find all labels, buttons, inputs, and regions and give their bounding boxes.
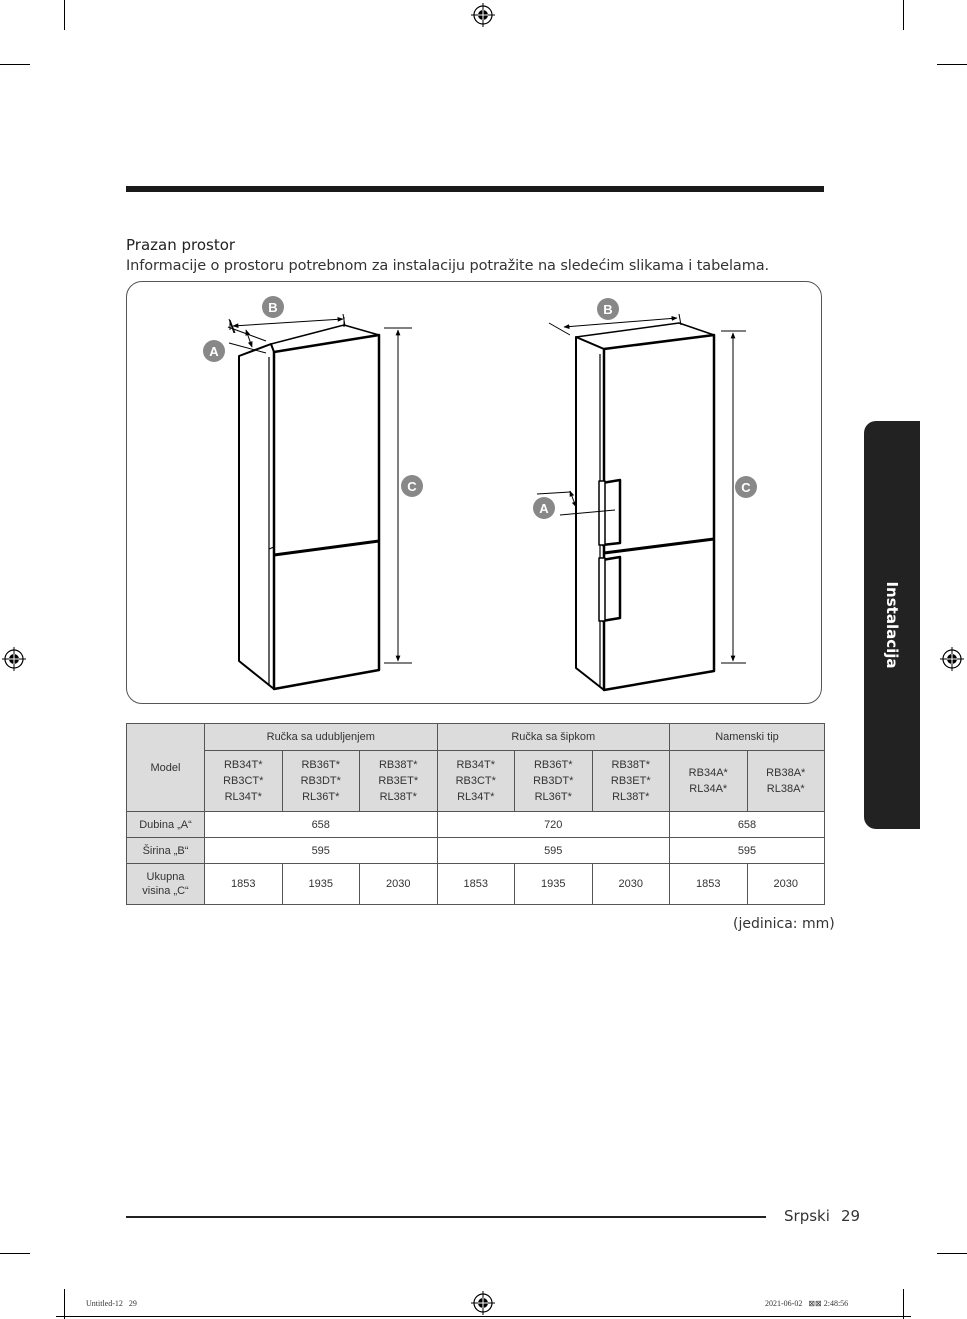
row-label: Širina „B“	[127, 838, 205, 864]
dimension-label-text: C	[741, 480, 751, 495]
dimension-label-text: A	[209, 344, 219, 359]
model-cell: RB38T* RB3ET* RL38T*	[360, 751, 438, 812]
model-header: Model	[127, 724, 205, 812]
table-cell: 595	[670, 838, 825, 864]
crop-mark	[937, 1253, 967, 1254]
registration-mark-icon	[2, 647, 26, 671]
print-imprint-left: Untitled-12 29	[86, 1299, 137, 1308]
unit-note: (jedinica: mm)	[733, 916, 835, 932]
dimension-label-b-left	[262, 296, 284, 318]
dimension-label-a-left	[203, 340, 225, 362]
section-rule	[126, 186, 824, 192]
dimension-label-b-right	[597, 298, 619, 320]
table-cell: 658	[670, 812, 825, 838]
table-cell: 2030	[592, 864, 670, 905]
crop-mark	[903, 0, 904, 30]
model-cell: RB38T* RB3ET* RL38T*	[592, 751, 670, 812]
footer-rule	[126, 1216, 766, 1218]
model-cell: RB36T* RB3DT* RL36T*	[282, 751, 360, 812]
dimensions-table	[126, 723, 825, 905]
dimension-label-text: B	[268, 300, 278, 315]
table-cell: 1853	[205, 864, 283, 905]
row-label: Ukupna visina „C“	[127, 864, 205, 905]
table-cell: 658	[205, 812, 438, 838]
crop-mark	[64, 0, 65, 30]
print-imprint-right: 2021-06-02 ⊠⊠ 2:48:56	[765, 1299, 849, 1308]
table-cell: 1853	[437, 864, 515, 905]
group-header: Namenski tip	[670, 724, 825, 751]
table-cell: 2030	[747, 864, 825, 905]
page-number: 29	[841, 1207, 861, 1225]
clearance-diagram	[126, 281, 822, 704]
crop-mark	[903, 1289, 904, 1319]
model-cell: RB34A* RL34A*	[670, 751, 748, 812]
dimension-label-c-left	[401, 475, 423, 497]
table-cell: 1935	[282, 864, 360, 905]
dimension-label-text: B	[603, 302, 613, 317]
crop-mark	[937, 64, 967, 65]
table-cell: 595	[205, 838, 438, 864]
section-title: Prazan prostor	[126, 236, 236, 254]
dimension-label-text: C	[407, 479, 417, 494]
registration-mark-icon	[471, 1291, 495, 1315]
crop-mark	[0, 1253, 30, 1254]
dimension-label-text: A	[539, 501, 549, 516]
footer-language: Srpski	[784, 1207, 830, 1225]
group-header: Ručka sa šipkom	[437, 724, 670, 751]
model-cell: RB34T* RB3CT* RL34T*	[437, 751, 515, 812]
crop-line	[56, 1316, 911, 1317]
group-header: Ručka sa udubljenjem	[205, 724, 438, 751]
fridge-bar-handle	[576, 323, 714, 690]
table-cell: 1935	[515, 864, 593, 905]
registration-mark-icon	[940, 647, 964, 671]
table-cell: 595	[437, 838, 670, 864]
model-cell: RB36T* RB3DT* RL36T*	[515, 751, 593, 812]
crop-mark	[0, 64, 30, 65]
table-cell: 1853	[670, 864, 748, 905]
dimension-label-c-right	[735, 476, 757, 498]
table-cell: 720	[437, 812, 670, 838]
fridge-recessed-handle	[239, 325, 379, 689]
side-tab	[864, 421, 920, 829]
section-description: Informacije o prostoru potrebnom za instalaciju potražite na sledećim slikama i tabelama.	[126, 258, 770, 274]
table-cell: 2030	[360, 864, 438, 905]
registration-mark-icon	[471, 3, 495, 27]
dimension-label-a-right	[533, 497, 555, 519]
side-tab-label: Instalacija	[883, 581, 901, 669]
crop-mark	[64, 1289, 65, 1319]
model-cell: RB34T* RB3CT* RL34T*	[205, 751, 283, 812]
model-cell: RB38A* RL38A*	[747, 751, 825, 812]
row-label: Dubina „A“	[127, 812, 205, 838]
